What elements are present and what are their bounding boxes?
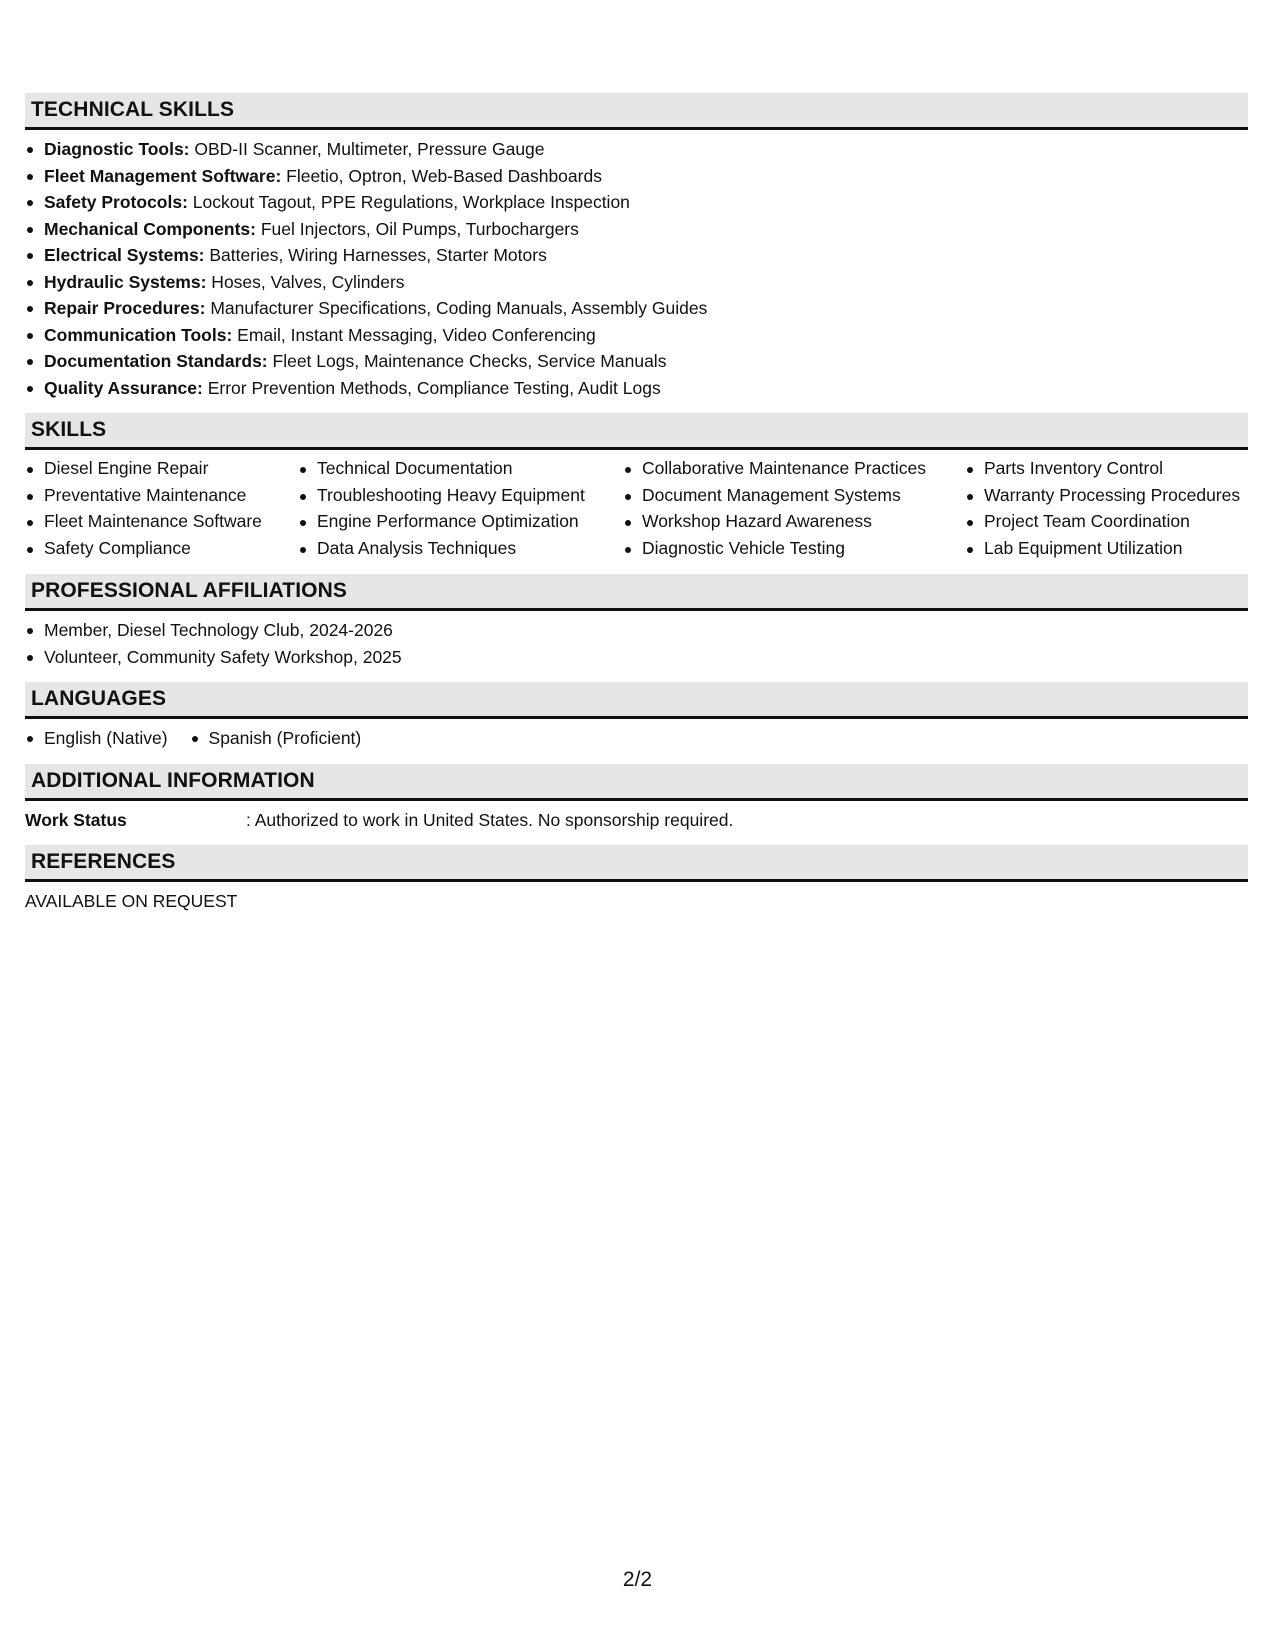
list-item: Technical Documentation [298, 456, 623, 481]
resume-page [25, 93, 1248, 927]
section-header [25, 682, 1248, 719]
skill-category: Hydraulic Systems: [44, 271, 207, 292]
section-header [25, 93, 1248, 130]
references-section [25, 845, 1248, 915]
technical-skills-section [25, 93, 1248, 401]
section-title: REFERENCES [31, 850, 176, 873]
list-item [25, 375, 1248, 402]
skills-column-4 [965, 456, 1248, 562]
list-item: Engine Performance Optimization [298, 509, 623, 534]
affiliations-list [25, 611, 1248, 670]
skills-columns [25, 450, 1248, 562]
languages-list [25, 719, 1248, 752]
section-title: LANGUAGES [31, 687, 167, 710]
skills-column-2 [298, 456, 623, 562]
list-item [25, 269, 1248, 296]
skills-column-1 [25, 456, 298, 562]
work-status-row [25, 801, 1248, 834]
skill-category: Diagnostic Tools: [44, 139, 190, 159]
list-item: Spanish (Proficient) [190, 725, 362, 752]
list-item: Collaborative Maintenance Practices [623, 456, 965, 481]
list-item: Project Team Coordination [965, 509, 1248, 534]
skills-column-3 [623, 456, 965, 562]
list-item: English (Native) [25, 725, 168, 752]
skill-values: Fleetio, Optron, Web-Based Dashboards [281, 165, 602, 186]
skill-category: Repair Procedures: [44, 298, 206, 318]
list-item [25, 163, 1248, 190]
skill-values: Batteries, Wiring Harnesses, Starter Motors [204, 245, 547, 265]
section-title: PROFESSIONAL AFFILIATIONS [31, 579, 347, 602]
skill-values: Fleet Logs, Maintenance Checks, Service Manuals [267, 351, 667, 371]
list-item: Safety Compliance [25, 536, 298, 561]
section-header [25, 574, 1248, 611]
list-item [25, 216, 1248, 243]
list-item: Preventative Maintenance [25, 483, 298, 508]
list-item: Diesel Engine Repair [25, 456, 298, 481]
affiliations-section [25, 574, 1248, 670]
list-item: Parts Inventory Control [965, 456, 1248, 481]
section-title: SKILLS [31, 418, 107, 441]
list-item: Document Management Systems [623, 483, 965, 508]
additional-info-section [25, 764, 1248, 834]
skill-category: Quality Assurance: [44, 377, 203, 398]
skill-category: Communication Tools: [44, 324, 233, 345]
list-item: Warranty Processing Procedures [965, 483, 1248, 508]
list-item [25, 295, 1248, 322]
work-status-value: : Authorized to work in United States. No sponsorship required. [246, 809, 734, 830]
section-header [25, 764, 1248, 801]
skill-values: Email, Instant Messaging, Video Conferencing [232, 324, 596, 345]
section-title: TECHNICAL SKILLS [31, 98, 235, 121]
list-item: Troubleshooting Heavy Equipment [298, 483, 623, 508]
languages-section [25, 682, 1248, 752]
list-item: Fleet Maintenance Software [25, 509, 298, 534]
list-item [25, 322, 1248, 349]
technical-skills-list [25, 130, 1248, 401]
section-header [25, 845, 1248, 882]
skills-section [25, 413, 1248, 562]
skill-values: OBD-II Scanner, Multimeter, Pressure Gauge [189, 139, 545, 159]
list-item: Member, Diesel Technology Club, 2024-2026 [25, 617, 1248, 644]
skill-values: Hoses, Valves, Cylinders [206, 271, 405, 292]
skill-category: Fleet Management Software: [44, 165, 282, 186]
list-item: Lab Equipment Utilization [965, 536, 1248, 561]
skill-category: Documentation Standards: [44, 351, 268, 371]
list-item [25, 348, 1248, 375]
page-number: 2/2 [622, 1568, 653, 1591]
list-item: Workshop Hazard Awareness [623, 509, 965, 534]
skill-values: Lockout Tagout, PPE Regulations, Workplace Inspection [187, 192, 630, 212]
list-item [25, 242, 1248, 269]
section-title: ADDITIONAL INFORMATION [31, 768, 315, 792]
list-item: Volunteer, Community Safety Workshop, 2025 [25, 644, 1248, 671]
skill-values: Fuel Injectors, Oil Pumps, Turbochargers [255, 218, 579, 239]
skill-category: Mechanical Components: [44, 218, 256, 239]
references-text: AVAILABLE ON REQUEST [25, 891, 238, 911]
work-status-label: Work Status [25, 809, 127, 830]
skill-category: Electrical Systems: [44, 245, 205, 265]
list-item: Data Analysis Techniques [298, 536, 623, 561]
skill-values: Manufacturer Specifications, Coding Manuals, Assembly Guides [205, 298, 708, 318]
skill-category: Safety Protocols: [44, 192, 188, 212]
skill-values: Error Prevention Methods, Compliance Testing, Audit Logs [202, 377, 661, 398]
list-item: Diagnostic Vehicle Testing [623, 536, 965, 561]
list-item [25, 189, 1248, 216]
list-item [25, 136, 1248, 163]
section-header [25, 413, 1248, 450]
